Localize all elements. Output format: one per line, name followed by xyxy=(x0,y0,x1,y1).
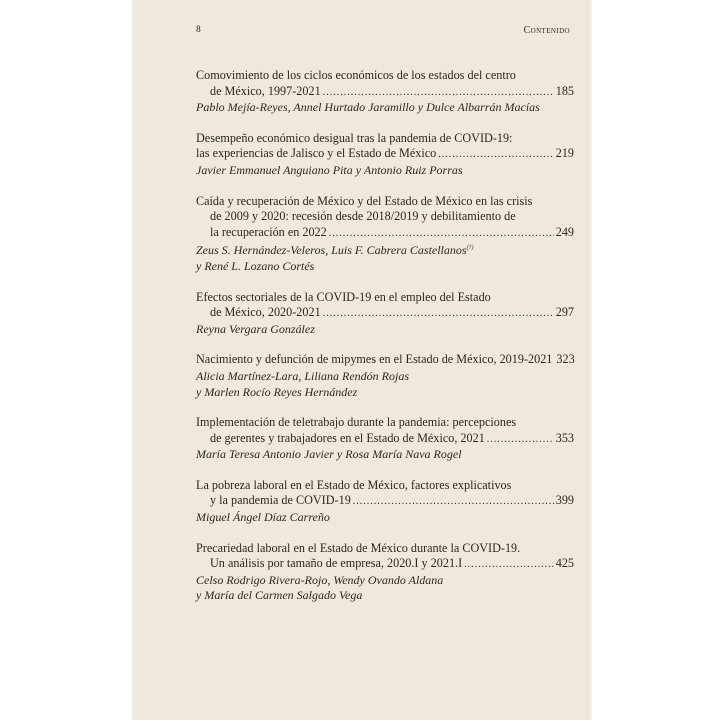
entry-title-line: Nacimiento y defunción de mipymes en el Estado de México, 2019-2021 xyxy=(196,352,553,367)
entry-title-line: de gerentes y trabajadores en el Estado de México, 2021 xyxy=(210,430,485,445)
entry-title-leader-line xyxy=(196,352,574,369)
entry-page-number: 249 xyxy=(555,224,574,239)
entry-title-line: Efectos sectoriales de la COVID-19 en el empleo del Estado xyxy=(196,289,491,304)
entry-title-leader-line xyxy=(196,84,574,101)
toc-entry xyxy=(196,194,574,275)
entry-title-line: Implementación de teletrabajo durante la pandemia: percepciones xyxy=(196,415,517,430)
entry-page-number: 323 xyxy=(556,352,575,367)
table-of-contents xyxy=(196,68,574,619)
toc-entry xyxy=(196,131,574,179)
page-header xyxy=(196,23,570,43)
entry-title-line: Un análisis por tamaño de empresa, 2020.I y 2021.I xyxy=(210,556,463,571)
entry-authors: Pablo Mejía-Reyes, Annel Hurtado Jaramillo y Dulce Albarrán Macías xyxy=(196,100,540,115)
entry-authors: Celso Rodrigo Rivera-Rojo, Wendy Ovando Aldana xyxy=(196,572,444,587)
dot-leader xyxy=(464,557,554,573)
entry-page-number: 425 xyxy=(555,556,574,571)
entry-title-line: las experiencias de Jalisco y el Estado de México xyxy=(196,146,437,161)
toc-entry xyxy=(196,415,574,463)
entry-title-leader-line xyxy=(196,431,574,448)
entry-authors xyxy=(196,241,574,259)
entry-title-line: Caída y recuperación de México y del Estado de México en las crisis xyxy=(196,193,533,208)
toc-entry xyxy=(196,541,574,604)
dot-leader xyxy=(323,85,554,101)
entry-authors: Javier Emmanuel Anguiano Pita y Antonio Ruiz Porras xyxy=(196,162,463,177)
entry-title-line: Precariedad laboral en el Estado de México durante la COVID-19. xyxy=(196,540,521,555)
entry-page-number: 297 xyxy=(555,305,574,320)
toc-entry xyxy=(196,352,574,400)
entry-authors: María Teresa Antonio Javier y Rosa María Nava Rogel xyxy=(196,447,462,462)
entry-title-leader-line xyxy=(196,225,574,242)
entry-authors-text: Zeus S. Hernández-Veleros, Luis F. Cabrera Castellanos xyxy=(196,243,467,258)
dot-leader xyxy=(353,494,554,510)
entry-authors: Reyna Vergara González xyxy=(196,321,315,336)
entry-authors: Miguel Ángel Díaz Carreño xyxy=(196,510,330,525)
entry-authors: Alicia Martínez-Lara, Liliana Rendón Rojas xyxy=(196,368,409,383)
entry-title-leader-line xyxy=(196,493,574,510)
book-page xyxy=(132,0,586,720)
page-edge xyxy=(586,0,592,720)
entry-page-number: 185 xyxy=(555,83,574,98)
entry-title-leader-line xyxy=(196,305,574,322)
entry-title-leader-line xyxy=(196,556,574,573)
dot-leader xyxy=(487,432,554,448)
entry-authors: y René L. Lozano Cortés xyxy=(196,258,315,273)
page-number: 8 xyxy=(196,25,201,35)
toc-entry xyxy=(196,290,574,338)
dot-leader xyxy=(438,147,553,163)
running-title: Contenido xyxy=(523,25,570,36)
dot-leader xyxy=(329,226,554,242)
entry-title-leader-line xyxy=(196,146,574,163)
entry-title-line: Desempeño económico desigual tras la pandemia de COVID-19: xyxy=(196,130,513,145)
entry-title-line: Comovimiento de los ciclos económicos de los estados del centro xyxy=(196,68,516,82)
entry-title-line: y la pandemia de COVID-19 xyxy=(210,493,351,508)
entry-page-number: 353 xyxy=(555,430,574,445)
toc-entry xyxy=(196,478,574,526)
entry-title-line: de México, 2020-2021 xyxy=(210,305,321,320)
dot-leader xyxy=(323,306,554,322)
entry-title-line: de 2009 y 2020: recesión desde 2018/2019 y debilitamiento de xyxy=(210,209,516,224)
entry-authors: y Marlen Rocío Reyes Hernández xyxy=(196,384,358,399)
entry-title-line: La pobreza laboral en el Estado de México, factores explicativos xyxy=(196,477,512,492)
entry-title-line: la recuperación en 2022 xyxy=(210,224,327,239)
entry-title-line: de México, 1997-2021 xyxy=(210,83,321,98)
toc-entry xyxy=(196,68,574,116)
entry-page-number: 399 xyxy=(555,493,574,508)
entry-authors: y María del Carmen Salgado Vega xyxy=(196,588,363,603)
entry-page-number: 219 xyxy=(555,146,574,161)
author-note-marker: (†) xyxy=(466,245,474,252)
